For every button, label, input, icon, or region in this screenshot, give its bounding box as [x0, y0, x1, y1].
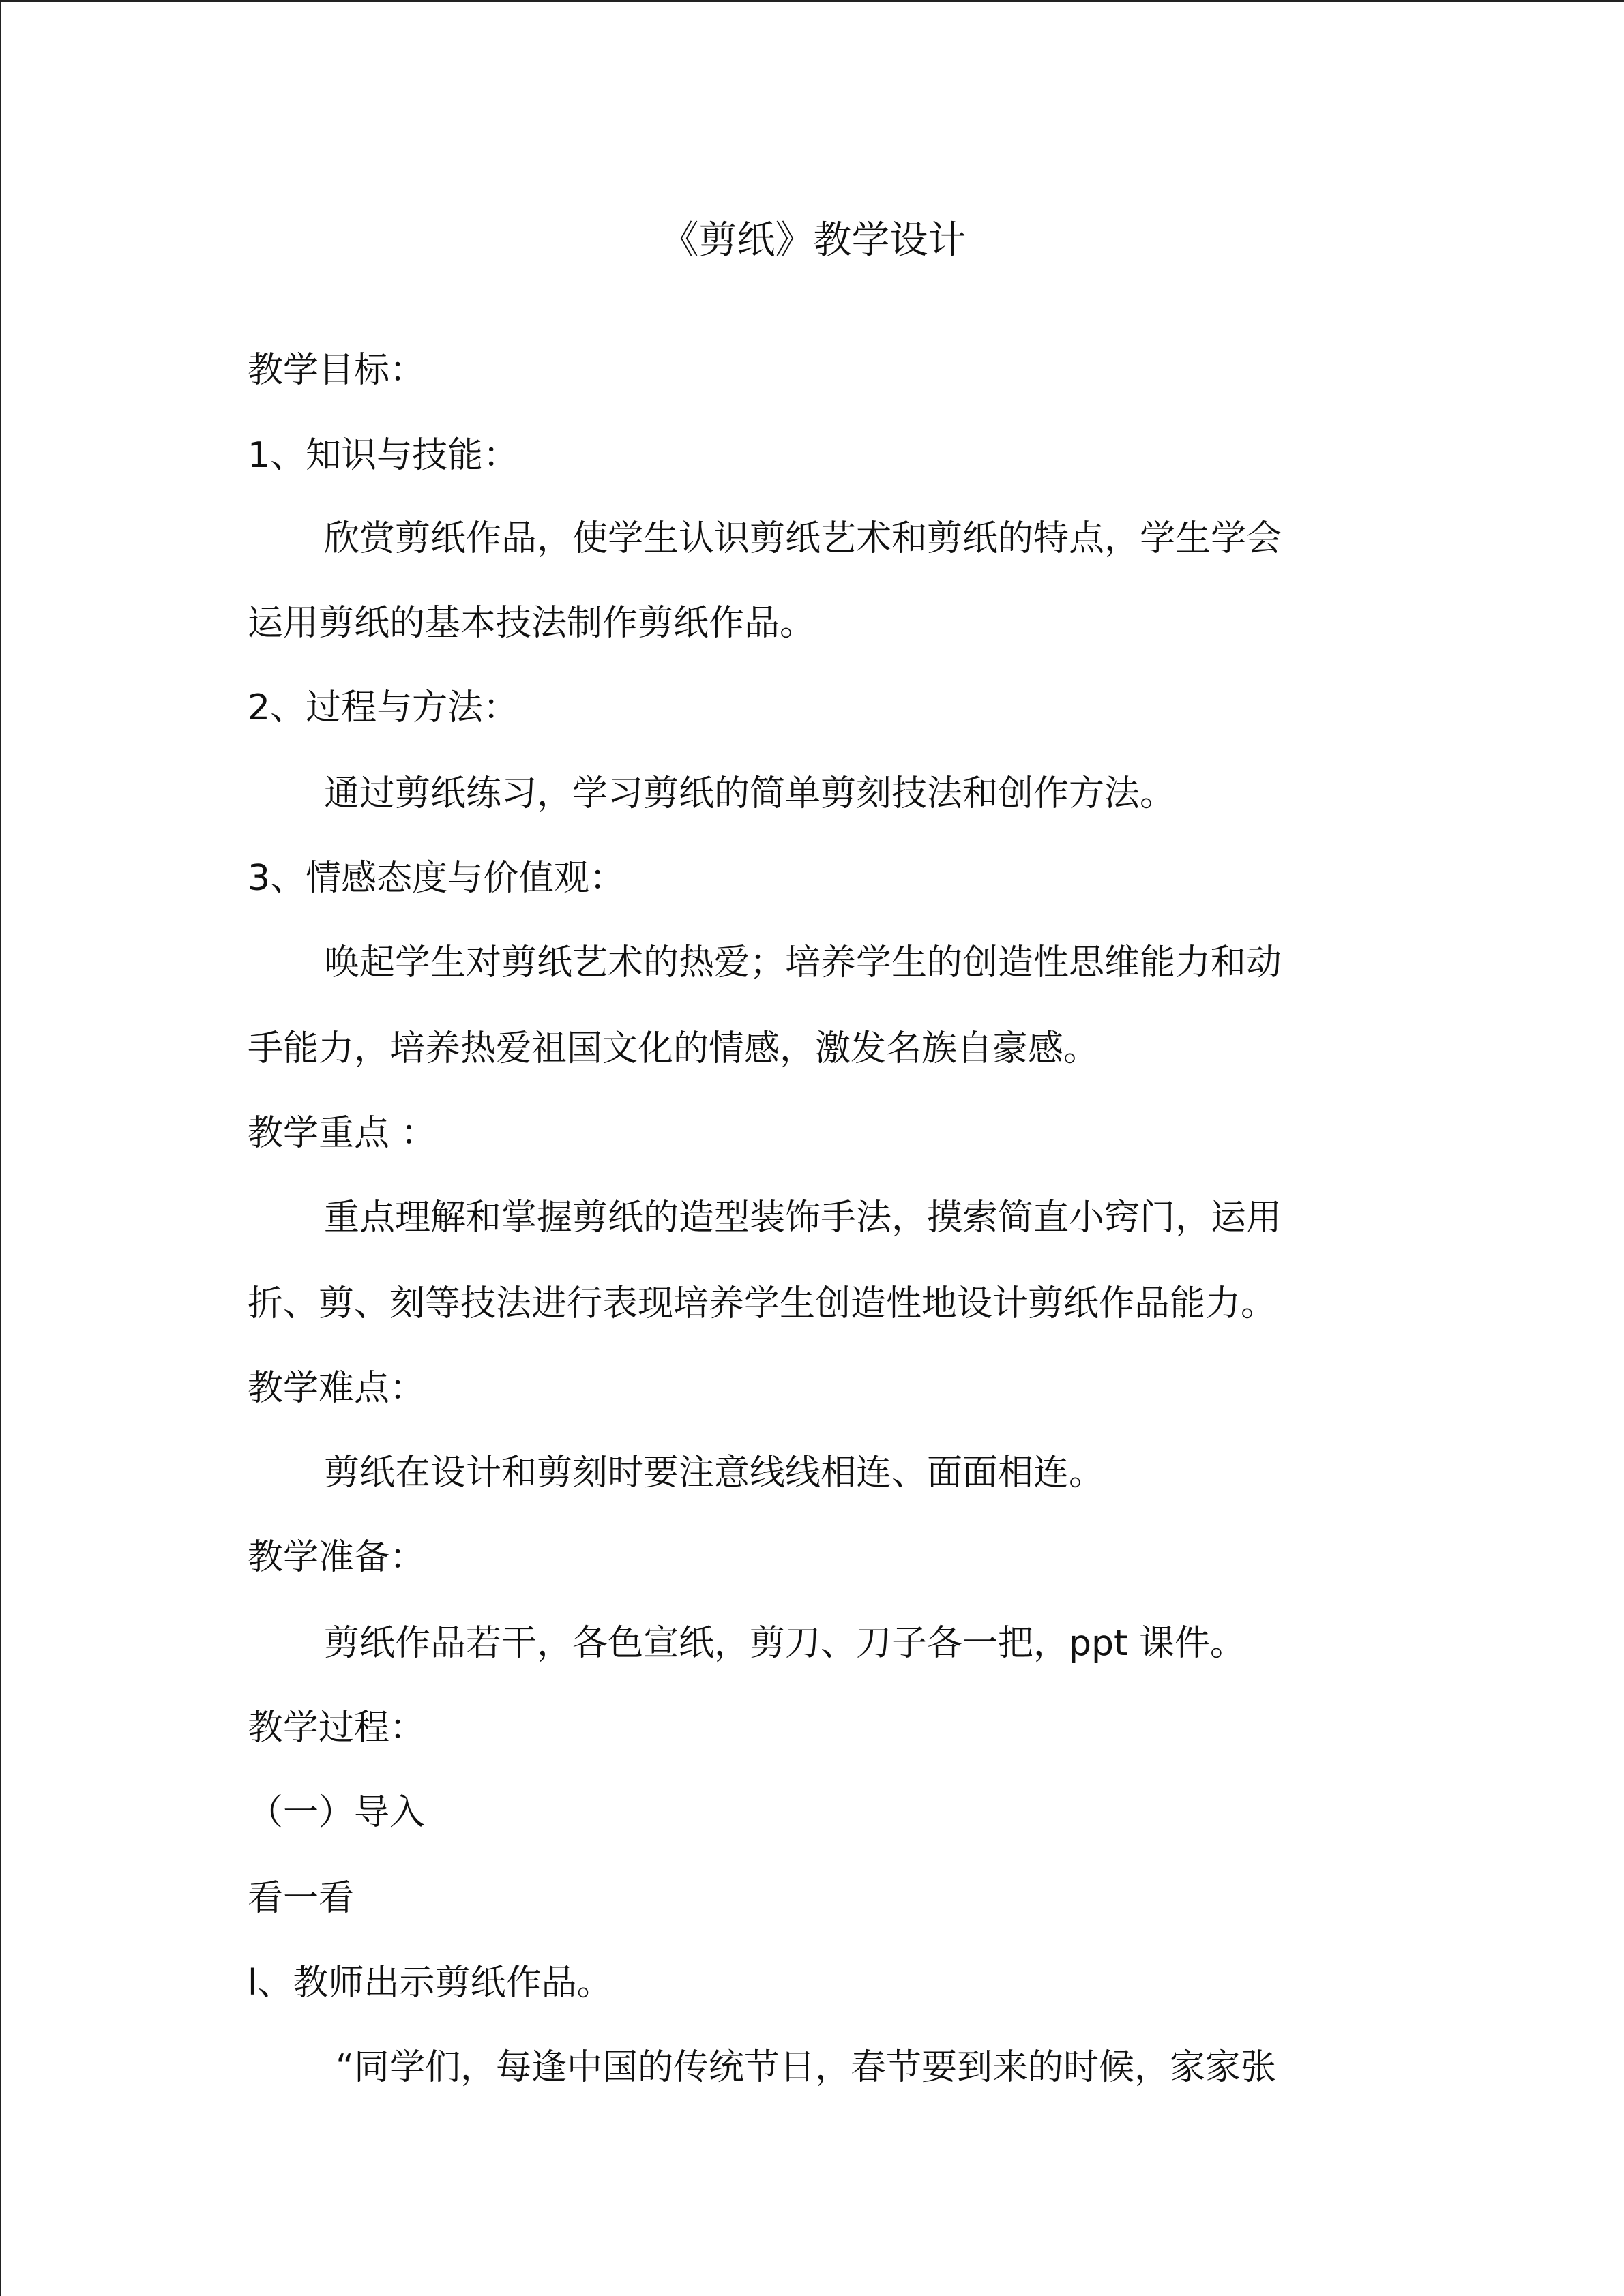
paragraph-line: 唤起学生对剪纸艺术的热爱；培养学生的创造性思维能力和动: [324, 942, 1282, 983]
paragraph-line: 剪纸在设计和剪刻时要注意线线相连、面面相连。: [324, 1452, 1105, 1493]
heading-teaching-process: 教学过程：: [248, 1708, 426, 1748]
subheading-introduction: （一）导入: [248, 1792, 426, 1833]
heading-preparation: 教学准备：: [248, 1537, 426, 1578]
subheading-emotion-values: 3、情感态度与价值观：: [248, 858, 625, 899]
subheading-look: 看一看: [248, 1878, 355, 1919]
heading-key-points: 教学重点 ：: [248, 1113, 437, 1154]
paragraph-line: 重点理解和掌握剪纸的造型装饰手法，摸索简直小窍门，运用: [324, 1197, 1282, 1238]
paragraph-line: “同学们，每逢中国的传统节日，春节要到来的时候，家家张: [336, 2047, 1276, 2088]
paragraph-line: 运用剪纸的基本技法制作剪纸作品。: [248, 603, 816, 644]
heading-difficult-points: 教学难点：: [248, 1368, 426, 1409]
list-item: l、教师出示剪纸作品。: [248, 1963, 612, 2003]
subheading-knowledge-skills: 1、知识与技能：: [248, 435, 519, 476]
paragraph-line: 通过剪纸练习，学习剪纸的简单剪刻技法和创作方法。: [324, 773, 1176, 814]
document-title: 《剪纸》教学设计: [660, 218, 966, 263]
subheading-process-method: 2、过程与方法：: [248, 687, 519, 728]
paragraph-line: 剪纸作品若干，各色宣纸，剪刀、刀子各一把，ppt 课件。: [324, 1623, 1245, 1664]
paragraph-line: 折、剪、刻等技法进行表现培养学生创造性地设计剪纸作品能力。: [248, 1283, 1277, 1324]
heading-teaching-objectives: 教学目标：: [248, 350, 426, 391]
paragraph-line: 手能力，培养热爱祖国文化的情感，激发名族自豪感。: [248, 1028, 1099, 1069]
paragraph-line: 欣赏剪纸作品，使学生认识剪纸艺术和剪纸的特点，学生学会: [324, 518, 1282, 559]
